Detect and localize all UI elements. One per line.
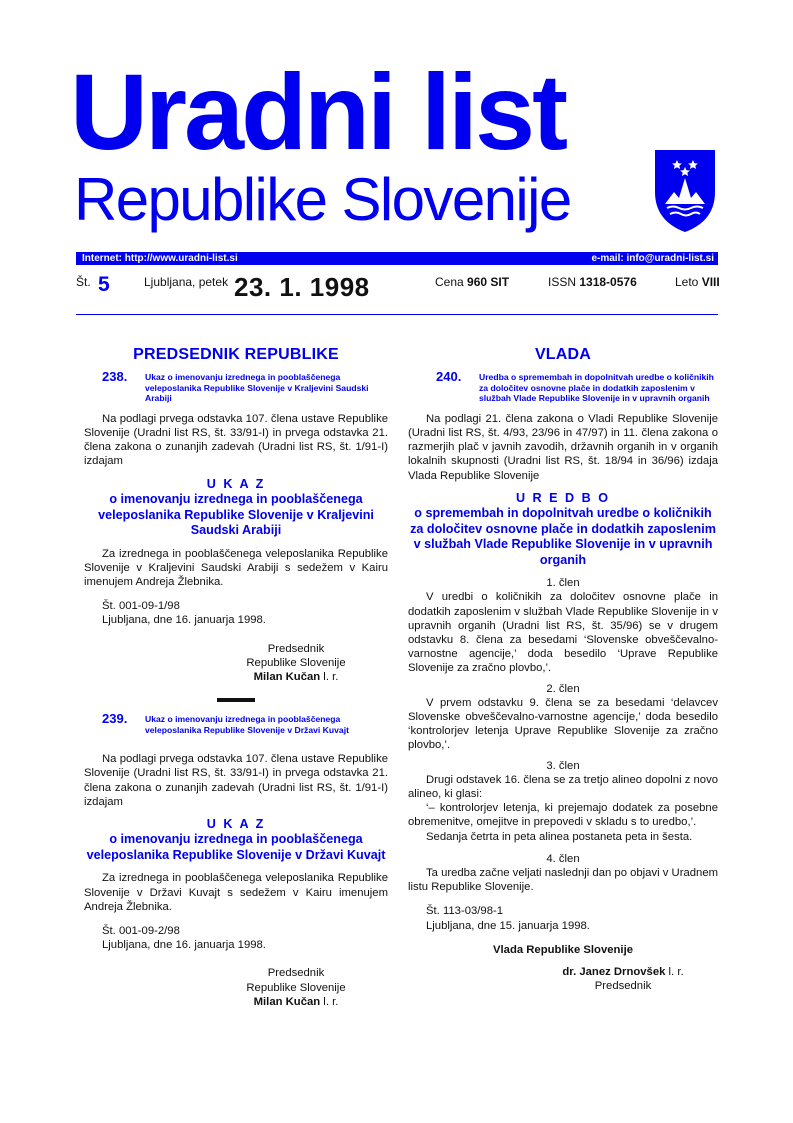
document-title: U K A Z o imenovanju izrednega in pooblaščenega veleposlanika Republike Slovenije v Državi Kuvajt (86, 816, 386, 862)
article-heading: 3. člen (546, 759, 580, 772)
article-text: Sedanja četrta in peta alinea postaneta peta in šesta. (426, 830, 693, 843)
issue-date: 23. 1. 1998 (234, 272, 370, 302)
act-signature: Predsednik Republike Slovenije Milan Kučan l. r. (246, 642, 346, 683)
act-separator (217, 698, 255, 702)
act-signature: dr. Janez Drnovšek l. r. Predsednik (562, 966, 684, 993)
act-title: Uredba o spremembah in dopolnitvah uredbe o količnikih za določitev osnovne plače in dodatkih zaposlenim v službah Vlade Republike Slovenije in v upravnih organih (479, 372, 714, 404)
slovenian-coat-of-arms-icon (653, 148, 717, 234)
act-number: 239. (102, 711, 128, 727)
act-body: Za izrednega in pooblaščenega veleposlanika Republike Slovenije v Kraljevini Saudski Arabiji s sedežem v Kairu imenujem Andreja Žlebnika. (84, 547, 388, 588)
document-title: U K A Z o imenovanju izrednega in pooblaščenega veleposlanika Republike Slovenije v Kraljevini Saudski Arabiji (98, 476, 374, 538)
issue-issn: ISSN 1318-0576 (548, 275, 637, 289)
signing-body: Vlada Republike Slovenije (492, 943, 633, 956)
article-heading: 1. člen (546, 577, 580, 590)
email-link[interactable]: e-mail: info@uradni-list.si (591, 253, 714, 264)
act-reference: Št. 113-03/98-1 Ljubljana, dne 15. januarja 1998. (426, 905, 590, 932)
section-heading-government: VLADA (534, 346, 592, 363)
act-preamble: Na podlagi prvega odstavka 107. člena ustave Republike Slovenije (Uradni list RS, št. 33/91-I) in prvega odstavka 21. člena zakona o zunanjih zadevah (Uradni list RS, št. 1/91-I) izdajam (84, 753, 388, 808)
act-title: Ukaz o imenovanju izrednega in pooblaščenega veleposlanika Republike Slovenije v Kraljevini Saudski Arabiji (145, 372, 369, 404)
act-preamble: Na podlagi 21. člena zakona o Vladi Republike Slovenije (Uradni list RS, št. 4/93, 23/96 in 47/97) in 11. člena zakona o razmerjih plač v javnih zavodih, državnih organih in v organih lokalnih skupnosti (Uradni list RS, št. 18/94 in 36/96) izdaja Vlada Republike Slovenije (408, 412, 718, 482)
issue-number: 5 (98, 273, 110, 296)
article-heading: 4. člen (546, 852, 580, 865)
act-body: Za izrednega in pooblaščenega veleposlanika Republike Slovenije v Državi Kuvajt s sedežem v Kairu imenujem Andreja Žlebnika. (84, 872, 388, 913)
issue-place-day: Ljubljana, petek (144, 275, 229, 289)
act-title: Ukaz o imenovanju izrednega in pooblaščenega veleposlanika Republike Slovenije v Državi Kuvajt (145, 714, 349, 735)
act-preamble: Na podlagi prvega odstavka 107. člena ustave Republike Slovenije (Uradni list RS, št. 33/91-I) in prvega odstavka 21. člena zakona o zunanjih zadevah (Uradni list RS, št. 1/91-I) izdajam (84, 412, 388, 468)
masthead-title: Uradni list (70, 51, 566, 172)
section-heading-president: PREDSEDNIK REPUBLIKE (133, 346, 339, 363)
act-239-header (84, 711, 388, 744)
article-text: V uredbi o količnikih za določitev osnovne plače in dodatkih zaposlenim v službah Vlade Republike Slovenije in v upravnih organih (Uradni list RS, št. 35/96) se v drugem odstavku 8. člena za besedami ‘Slovenske obveščevalno-varnostne agencije,’ doda besedilo ‘Uprave Republike Slovenije za zračno plovbo,’. (408, 591, 718, 675)
act-number: 238. (102, 369, 128, 385)
contact-bar (76, 252, 718, 265)
article-text: ‘– kontrolorjev letenja, ki prejemajo dodatek za posebne obremenitve, omejitve in prepovedi v skladu s to uredbo,’. (408, 802, 718, 829)
act-reference: Št. 001-09-1/98 Ljubljana, dne 16. januarja 1998. (102, 600, 266, 627)
act-238-header (84, 369, 388, 404)
issue-price: Cena 960 SIT (435, 275, 510, 289)
issue-number-label: Št. (76, 275, 91, 289)
article-text: V prvem odstavku 9. člena se za besedami ‘delavcev Slovenske obveščevalno-varnostne agencije,’ doda besedilo ‘kontrolorjev letenja Uprave Republike Slovenije za zračno plovbo,’. (408, 696, 718, 752)
article-text: Ta uredba začne veljati naslednji dan po objavi v Uradnem listu Republike Slovenije. (408, 867, 719, 894)
article-text: Drugi odstavek 16. člena se za tretjo alineo dopolni z novo alineo, ki glasi: (408, 773, 719, 801)
act-240-header (408, 369, 718, 404)
issue-year: Leto VIII (675, 275, 720, 289)
document-title: U R E D B O o spremembah in dopolnitvah uredbe o količnikih za določitev osnovne plače in dodatkih zaposlenim v službah Vlade Republike Slovenije in v upravnih organih (410, 490, 716, 567)
left-column (84, 348, 388, 1009)
act-signature: Predsednik Republike Slovenije Milan Kučan l. r. (246, 967, 346, 1008)
act-reference: Št. 001-09-2/98 Ljubljana, dne 16. januarja 1998. (102, 925, 266, 952)
internet-link[interactable]: Internet: http://www.uradni-list.si (82, 253, 238, 264)
right-column (408, 348, 718, 994)
header-divider (76, 314, 718, 315)
act-number: 240. (436, 369, 462, 385)
article-heading: 2. člen (546, 682, 580, 695)
masthead-subtitle: Republike Slovenije (74, 166, 571, 233)
